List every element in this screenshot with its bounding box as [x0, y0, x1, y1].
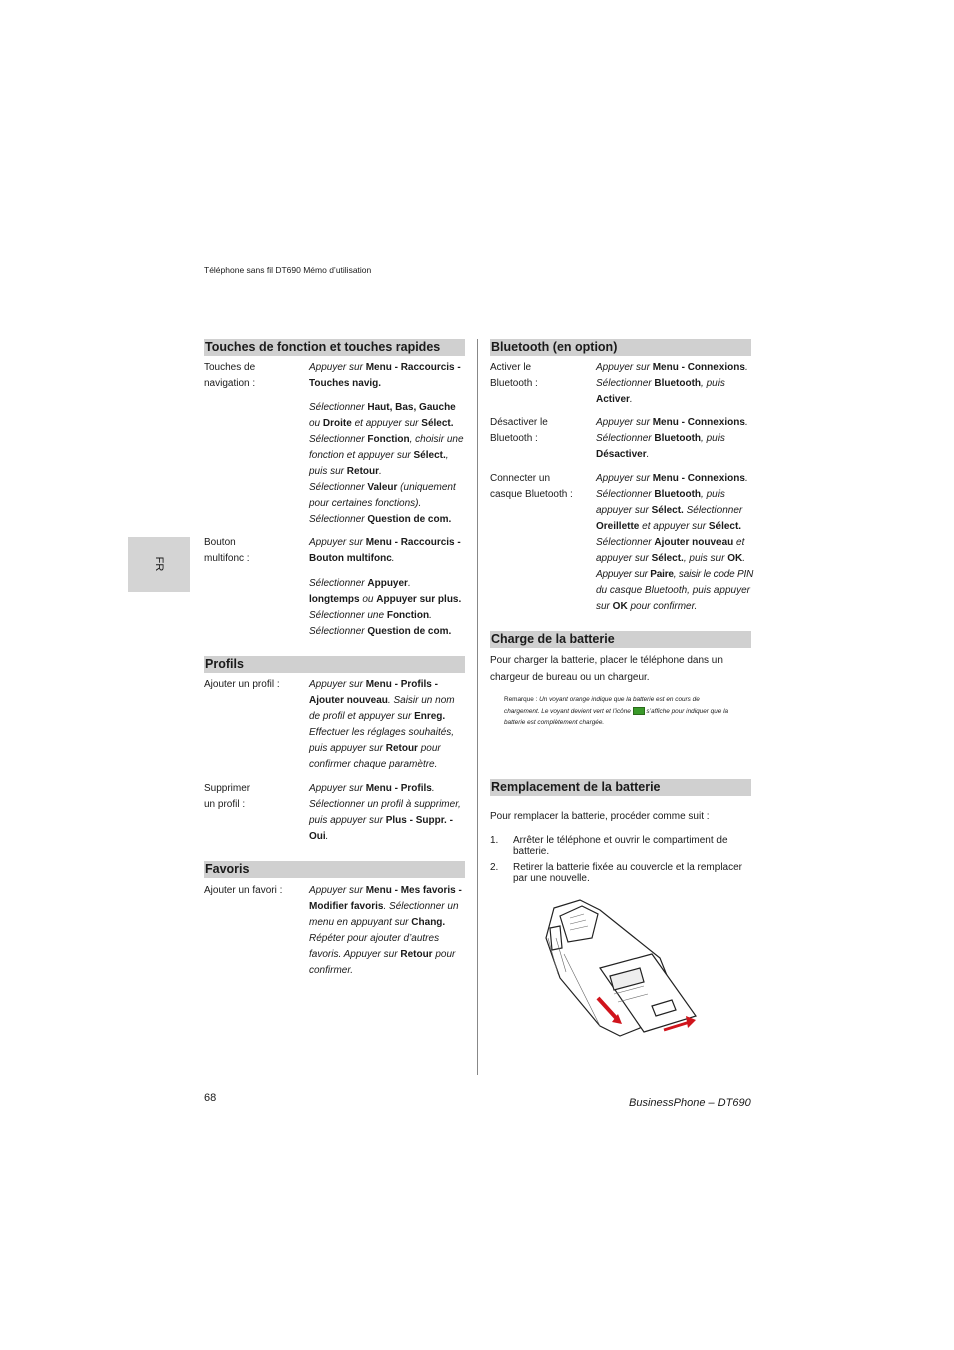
- instruction-multifonc-1: Appuyer sur Menu - Raccourcis - Bouton multifonc.: [309, 537, 461, 564]
- label-delete-profile: Supprimer un profil :: [204, 783, 251, 810]
- replace-step-1: 1. Arrêter le téléphone et ouvrir le compartiment de batterie.: [490, 835, 728, 857]
- instruction-add-favorite: Appuyer sur Menu - Mes favoris - Modifier favoris. Sélectionner un menu en appuyant sur Chang. Répéter pour ajouter d’autres favoris. Appuyer sur Retour pour confirmer.: [309, 885, 462, 976]
- label-bluetooth-off: Désactiver le Bluetooth :: [490, 417, 548, 444]
- phone-battery-illustration: [540, 898, 702, 1038]
- language-code: FR: [153, 556, 165, 572]
- charge-text: Pour charger la batterie, placer le téléphone dans un chargeur de bureau ou un chargeur.: [490, 655, 723, 683]
- replace-step-2: 2. Retirer la batterie fixée au couvercle et la remplacer par une nouvelle.: [490, 862, 742, 884]
- instruction-delete-profile: Appuyer sur Menu - Profils. Sélectionner un profil à supprimer, puis appuyer sur Plus - Suppr. - Oui.: [309, 783, 461, 842]
- language-tab: [128, 537, 190, 592]
- charge-note: Remarque : Un voyant orange indique que la batterie est en cours de chargement. Le voyant devient vert et l’icône s’affiche pour indiquer que la batterie est complètement chargée.: [504, 696, 729, 726]
- section-title-bluetooth: Bluetooth (en option): [490, 339, 751, 356]
- section-title-remplacement: Remplacement de la batterie: [490, 779, 751, 796]
- running-header: Téléphone sans fil DT690 Mémo d’utilisation: [204, 265, 372, 275]
- instruction-add-profile: Appuyer sur Menu - Profils - Ajouter nouveau. Saisir un nom de profil et appuyer sur Enreg. Effectuer les réglages souhaités, puis appuyer sur Retour pour confirmer chaque paramètre.: [309, 679, 455, 770]
- column-divider: [477, 339, 478, 1075]
- instruction-navigation-2: Sélectionner Haut, Bas, Gauche ou Droite et appuyer sur Sélect. Sélectionner Fonction, choisir une fonction et appuyer sur Sélect., puis sur Retour. Sélectionner Valeur (uniquement pour certaines fonctions). Sélectionner Question de com.: [309, 402, 464, 525]
- footer-brand: BusinessPhone – DT690: [629, 1097, 751, 1109]
- section-title-profils: Profils: [204, 656, 465, 673]
- label-add-favorite: Ajouter un favori :: [204, 885, 283, 896]
- instruction-bluetooth-on: Appuyer sur Menu - Connexions. Sélectionner Bluetooth, puis Activer.: [596, 362, 748, 405]
- instruction-bluetooth-headset: Appuyer sur Menu - Connexions. Sélectionner Bluetooth, puis appuyer sur Sélect. Sélectionner Oreillette et appuyer sur Sélect. Sélectionner Ajouter nouveau et appuyer sur Sélect., puis sur OK. Appuyer sur Paire, saisir le code PIN du casque Bluetooth, puis appuyer sur OK pour confirmer.: [596, 473, 754, 612]
- label-bluetooth-on: Activer le Bluetooth :: [490, 362, 538, 389]
- instruction-multifonc-2: Sélectionner Appuyer. longtemps ou Appuyer sur plus. Sélectionner une Fonction. Sélectionner Question de com.: [309, 578, 462, 637]
- section-title-favoris: Favoris: [204, 861, 465, 878]
- section-title-touches: Touches de fonction et touches rapides: [204, 339, 465, 356]
- label-add-profile: Ajouter un profil :: [204, 679, 280, 690]
- label-bluetooth-headset: Connecter un casque Bluetooth :: [490, 473, 573, 500]
- replace-intro: Pour remplacer la batterie, procéder comme suit :: [490, 811, 710, 822]
- instruction-bluetooth-off: Appuyer sur Menu - Connexions. Sélectionner Bluetooth, puis Désactiver.: [596, 417, 748, 460]
- section-title-charge: Charge de la batterie: [490, 631, 751, 648]
- page-number: 68: [204, 1092, 217, 1104]
- battery-full-icon: [633, 707, 645, 715]
- label-multifonc: Bouton multifonc :: [204, 537, 250, 564]
- label-navigation: Touches de navigation :: [204, 362, 256, 389]
- instruction-navigation-1: Appuyer sur Menu - Raccourcis - Touches navig.: [309, 362, 461, 389]
